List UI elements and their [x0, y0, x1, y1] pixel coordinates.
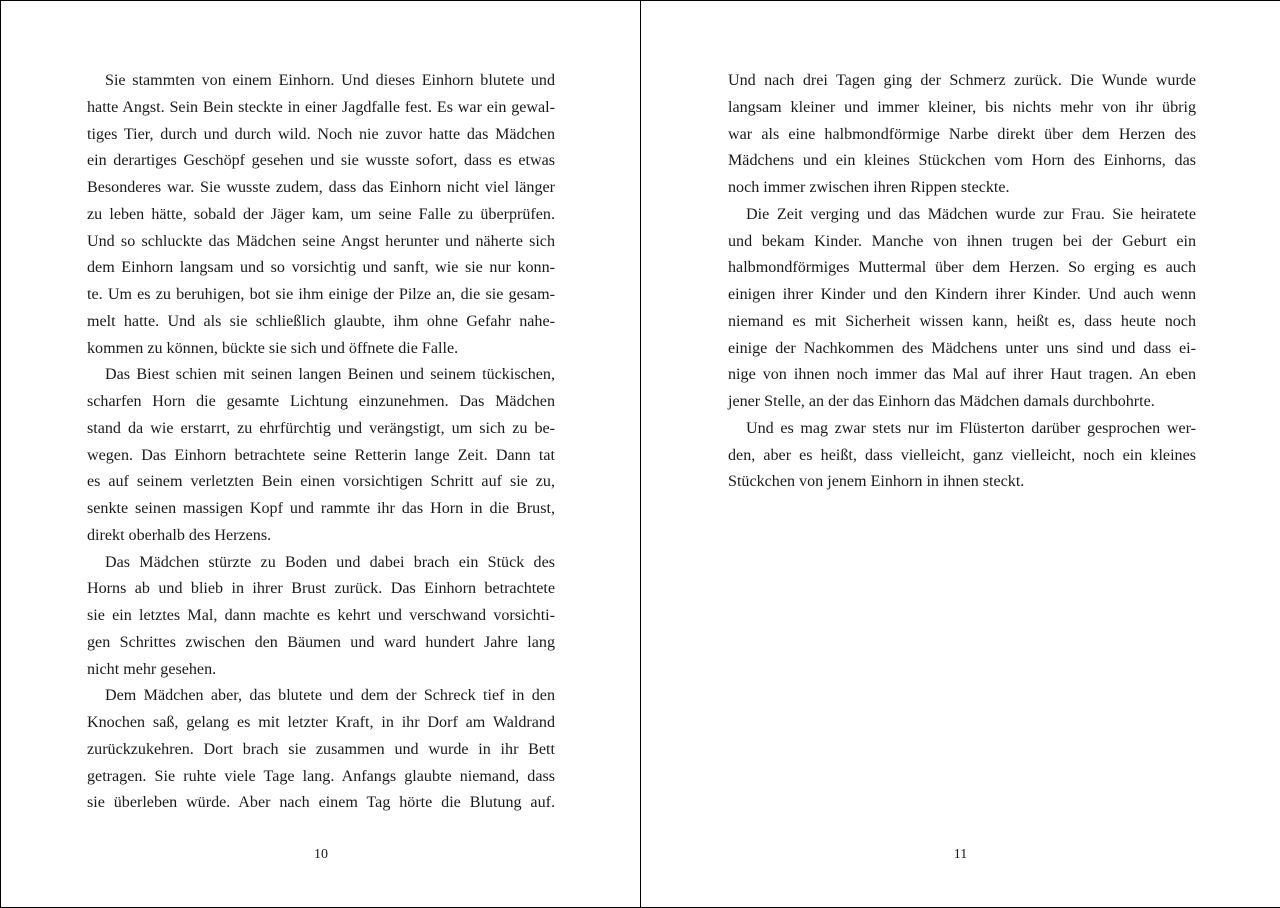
text-line: Mädchens und ein kleines Stückchen vom Horn des Einhorns, das: [728, 152, 1196, 170]
text-line: und bekam Kinder. Manche von ihnen trugen bei der Geburt ein: [728, 232, 1196, 250]
text-line: scharfen Horn die gesamte Lichtung einzunehmen. Das Mädchen: [87, 393, 555, 410]
text-line: langsam kleiner und immer kleiner, bis nichts mehr von ihr übrig: [728, 98, 1196, 116]
text-line: Und so schluckte das Mädchen seine Angst herunter und näherte sich: [87, 232, 555, 250]
text-line: niemand es mit Sicherheit wissen kann, heißt es, dass heute noch: [728, 312, 1196, 330]
text-line: Die Zeit verging und das Mädchen wurde zur Frau. Sie heiratete: [746, 205, 1196, 223]
text-line: Stückchen von jenem Einhorn in ihnen steckt.: [728, 473, 1025, 491]
text-line: ein derartiges Geschöpf gesehen und sie wusste sofort, dass es etwas: [87, 152, 555, 170]
text-line: sie ein letztes Mal, dann machte es kehrt und verschwand vorsichti-: [87, 607, 555, 624]
text-line: Und nach drei Tagen ging der Schmerz zurück. Die Wunde wurde: [728, 72, 1196, 89]
text-line: war als eine halbmondförmige Narbe direkt über dem Herzen des: [728, 125, 1196, 143]
text-line: sie überleben würde. Aber nach einem Tag hörte die Blutung auf.: [87, 794, 555, 812]
text-line: kommen zu können, bückte sie sich und öffnete die Falle.: [87, 339, 459, 357]
text-line: tiges Tier, durch und durch wild. Noch nie zuvor hatte das Mädchen: [87, 125, 555, 143]
text-line: wegen. Das Einhorn betrachtete seine Retterin lange Zeit. Dann tat: [87, 446, 555, 464]
text-line: Dem Mädchen aber, das blutete und dem der Schreck tief in den: [105, 687, 555, 705]
left-page-text: [87, 68, 555, 817]
text-line: direkt oberhalb des Herzens.: [87, 526, 272, 544]
text-line: einigen ihrer Kinder und den Kindern ihrer Kinder. Und auch wenn: [728, 286, 1196, 303]
text-line: te. Um es zu beruhigen, bot sie ihm einige der Pilze an, die sie gesam-: [87, 286, 555, 303]
left-page: [1, 1, 641, 907]
text-line: gen Schrittes zwischen den Bäumen und ward hundert Jahre lang: [87, 633, 555, 651]
text-line: Und es mag zwar stets nur im Flüsterton darüber gesprochen wer-: [746, 419, 1196, 437]
text-line: es auf seinem verletzten Bein einen vorsichtigen Schritt auf sie zu,: [87, 473, 555, 491]
text-line: senkte seinen massigen Kopf und rammte ihr das Horn in die Brust,: [87, 500, 555, 517]
text-line: getragen. Sie ruhte viele Tage lang. Anfangs glaubte niemand, dass: [87, 767, 555, 785]
right-page: [641, 1, 1280, 907]
text-line: Sie stammten von einem Einhorn. Und dieses Einhorn blutete und: [105, 72, 555, 89]
text-line: noch immer zwischen ihren Rippen steckte.: [728, 179, 1010, 196]
right-page-text: [728, 68, 1196, 496]
text-line: melt hatte. Und als sie schließlich glaubte, ihm ohne Gefahr nahe-: [87, 312, 555, 330]
text-line: nige von ihnen noch immer das Mal auf ihrer Haut tragen. An eben: [728, 366, 1196, 384]
text-line: nicht mehr gesehen.: [87, 660, 217, 678]
text-line: den, aber es heißt, dass vielleicht, ganz vielleicht, noch ein kleines: [728, 446, 1196, 464]
text-line: halbmondförmiges Muttermal über dem Herzen. So erging es auch: [728, 259, 1196, 277]
text-line: zu leben hätte, sobald der Jäger kam, um seine Falle zu überprüfen.: [87, 205, 555, 223]
text-line: dem Einhorn langsam und so vorsichtig und sanft, wie sie nur konn-: [87, 259, 555, 277]
text-line: Besonderes war. Sie wusste zudem, dass das Einhorn nicht viel länger: [87, 179, 555, 196]
right-page-number: 11: [953, 847, 968, 862]
text-line: Horns ab und blieb in ihrer Brust zurück. Das Einhorn betrachtete: [87, 580, 555, 598]
text-line: Das Biest schien mit seinen langen Beinen und seinem tückischen,: [105, 366, 555, 384]
left-page-number: 10: [314, 847, 328, 862]
text-line: hatte Angst. Sein Bein steckte in einer Jagdfalle fest. Es war ein gewal-: [87, 98, 555, 116]
text-line: jener Stelle, an der das Einhorn das Mädchen damals durchbohrte.: [728, 393, 1155, 410]
text-line: einige der Nachkommen des Mädchens unter uns sind und dass ei-: [728, 339, 1196, 357]
text-line: Das Mädchen stürzte zu Boden und dabei brach ein Stück des: [105, 553, 555, 571]
text-line: stand da wie erstarrt, zu ehrfürchtig und verängstigt, um sich zu be-: [87, 419, 555, 437]
text-line: Knochen saß, gelang es mit letzter Kraft, in ihr Dorf am Waldrand: [87, 714, 555, 731]
text-line: zurückzukehren. Dort brach sie zusammen und wurde in ihr Bett: [87, 740, 555, 758]
